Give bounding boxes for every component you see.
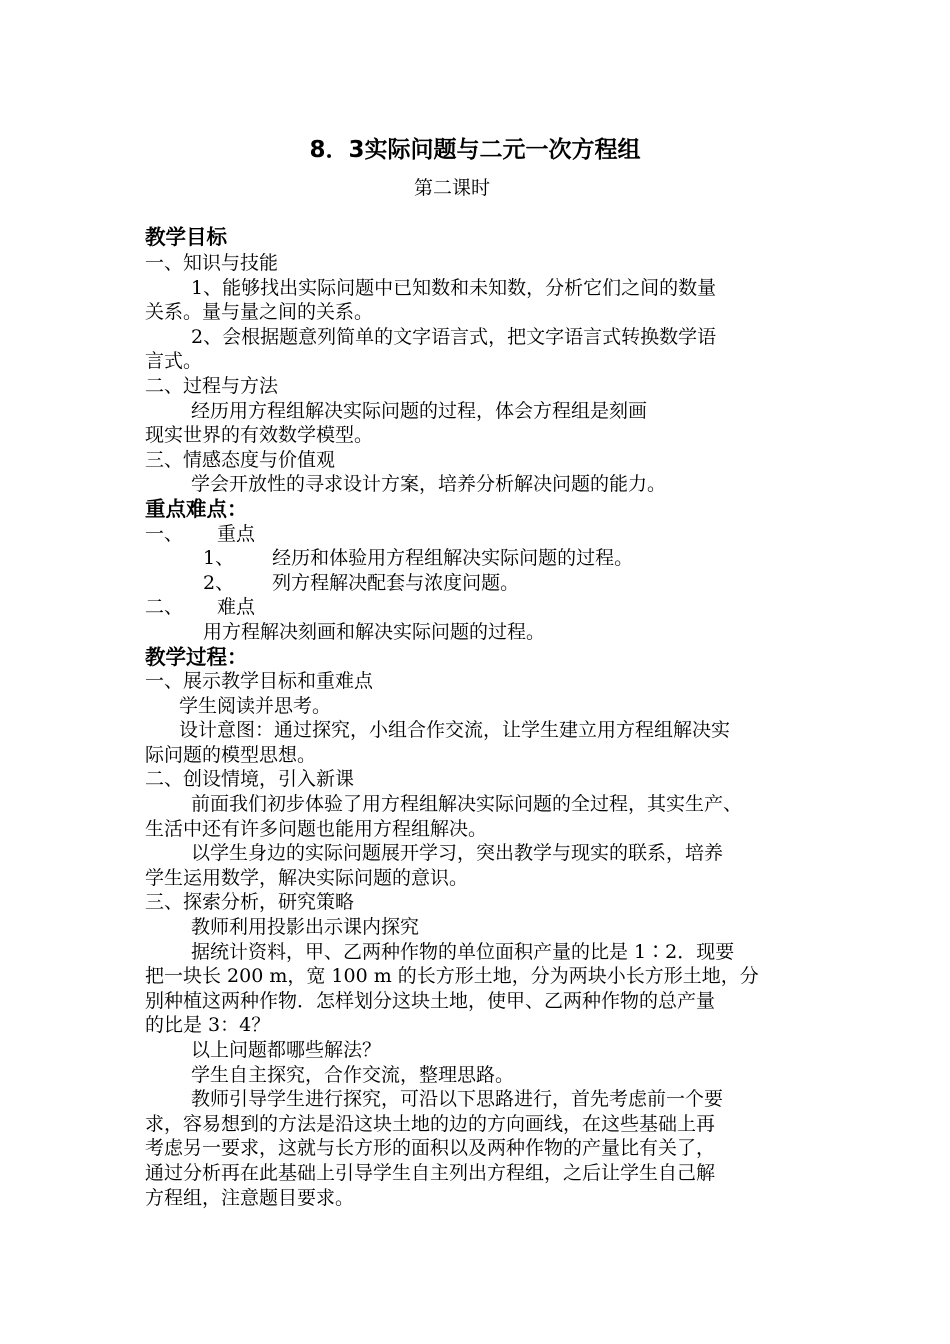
paragraph-line: 方程组，注意题目要求。 [145,1186,355,1209]
paragraph-line: 2、会根据题意列简单的文字语言式，把文字语言式转换数学语 [191,325,717,348]
paragraph-line: 学生自主探究，合作交流，整理思路。 [191,1063,515,1086]
subheading-step3: 三、探索分析，研究策略 [145,891,355,914]
paragraph-line: 言式。 [145,350,203,373]
paragraph-line: 设计意图：通过探究，小组合作交流，让学生建立用方程组解决实 [179,719,731,742]
paragraph-line: 学生运用数学，解决实际问题的意识。 [145,866,469,889]
subheading-process-method: 二、过程与方法 [145,374,279,397]
paragraph-line: 教师引导学生进行探究，可沿以下思路进行，首先考虑前一个要 [191,1088,724,1111]
list-number: 1、 [203,547,235,570]
list-label: 重点 [217,522,256,545]
paragraph-line: 别种植这两种作物．怎样划分这块土地，使甲、乙两种作物的总产量 [145,989,716,1012]
list-label: 难点 [217,596,256,619]
paragraph-line: 把一块长 200 m，宽 100 m 的长方形土地，分为两块小长方形土地，分 [145,965,759,988]
paragraph-line: 考虑另一要求，这就与长方形的面积以及两种作物的产量比有关了， [145,1137,716,1160]
subheading-step2: 二、创设情境，引入新课 [145,768,355,791]
paragraph-line: 现实世界的有效数学模型。 [145,424,374,447]
list-text: 经历和体验用方程组解决实际问题的过程。 [272,547,634,570]
paragraph-line: 际问题的模型思想。 [145,743,317,766]
paragraph-line: 学生阅读并思考。 [179,694,332,717]
paragraph-line: 学会开放性的寻求设计方案，培养分析解决问题的能力。 [191,473,667,496]
paragraph-line: 通过分析再在此基础上引导学生自主列出方程组，之后让学生自己解 [145,1161,716,1184]
paragraph-line: 1、能够找出实际问题中已知数和未知数，分析它们之间的数量 [191,276,717,299]
document-title: 8．3实际问题与二元一次方程组 [309,137,641,163]
paragraph-line: 用方程解决刻画和解决实际问题的过程。 [203,620,546,643]
key-point-heading [145,595,825,620]
paragraph-line: 求，容易想到的方法是沿这块土地的边的方向画线，在这些基础上再 [145,1112,716,1135]
paragraph-line: 教师利用投影出示课内探究 [191,916,420,939]
list-text: 列方程解决配套与浓度问题。 [272,571,520,594]
section-heading-goals: 教学目标 [145,225,227,249]
section-heading-process: 教学过程： [145,644,248,669]
document-body [145,224,825,1210]
list-number: 一、 [145,522,184,545]
subheading-knowledge: 一、知识与技能 [145,252,279,274]
subheading-attitude: 三、情感态度与价值观 [145,448,336,471]
section-heading-key-points: 重点难点： [145,496,248,521]
paragraph-line: 关系。量与量之间的关系。 [145,301,374,324]
paragraph-line: 以上问题都哪些解法？ [191,1039,382,1061]
list-item [145,571,825,596]
paragraph-line: 的比是 3：4？ [145,1014,271,1037]
list-number: 二、 [145,596,184,619]
subheading-step1: 一、展示教学目标和重难点 [145,670,374,693]
list-number: 2、 [203,571,235,594]
paragraph-line: 以学生身边的实际问题展开学习，突出教学与现实的联系，培养 [191,842,724,865]
paragraph-line: 生活中还有许多问题也能用方程组解决。 [145,817,488,840]
document-subtitle: 第二课时 [414,177,491,199]
paragraph-line: 经历用方程组解决实际问题的过程，体会方程组是刻画 [191,399,648,422]
paragraph-line: 据统计资料，甲、乙两种作物的单位面积产量的比是 1∶2．现要 [191,940,735,963]
list-item [145,546,825,571]
paragraph-line: 前面我们初步体验了用方程组解决实际问题的全过程，其实生产、 [191,793,743,816]
key-point-heading [145,522,825,547]
